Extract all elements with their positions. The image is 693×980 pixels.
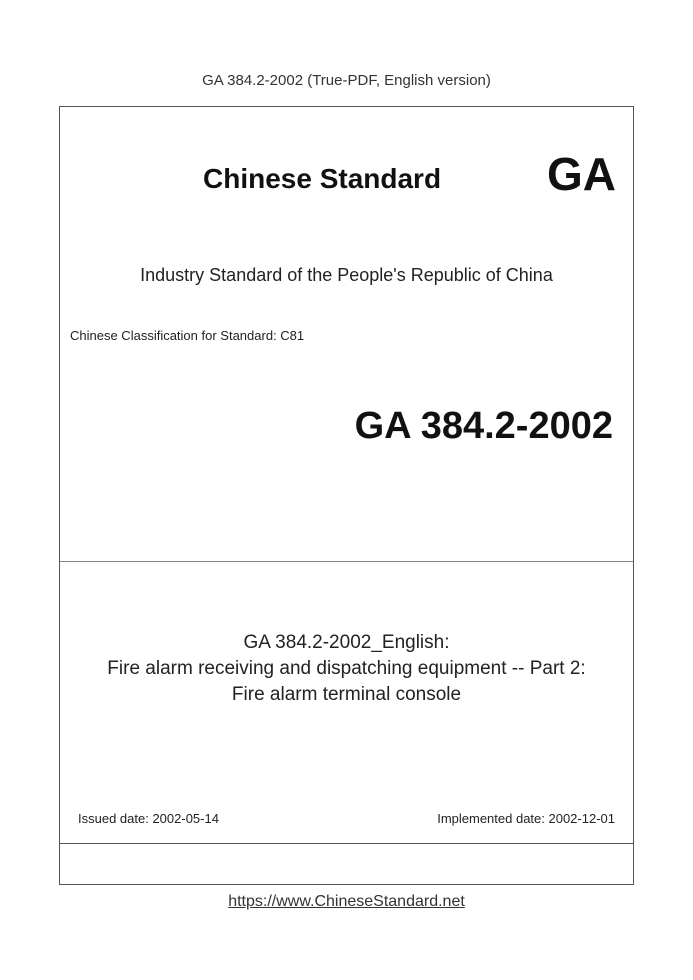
document-title-line: Fire alarm terminal console	[231, 684, 462, 705]
document-title	[60, 630, 633, 708]
footer	[0, 893, 693, 911]
classification-text: Chinese Classification for Standard: C81	[70, 328, 305, 343]
implemented-date: Implemented date: 2002-12-01	[437, 811, 615, 826]
cover-middle-section	[60, 561, 633, 844]
document-title-line: GA 384.2-2002_English:	[243, 632, 450, 653]
document-title-line: Fire alarm receiving and dispatching equipment -- Part 2:	[107, 658, 586, 679]
cover-bottom-section	[60, 844, 633, 884]
page-header: GA 384.2-2002 (True-PDF, English version)	[202, 72, 491, 89]
cover-frame	[59, 106, 634, 885]
standard-code: GA	[547, 148, 616, 200]
website-link[interactable]: https://www.ChineseStandard.net	[228, 893, 465, 910]
cover-top-section	[60, 107, 633, 562]
cover-subtitle: Industry Standard of the People's Republic of China	[140, 265, 553, 285]
issued-date: Issued date: 2002-05-14	[78, 811, 219, 826]
standard-number: GA 384.2-2002	[354, 405, 613, 447]
cover-title: Chinese Standard	[203, 163, 442, 194]
